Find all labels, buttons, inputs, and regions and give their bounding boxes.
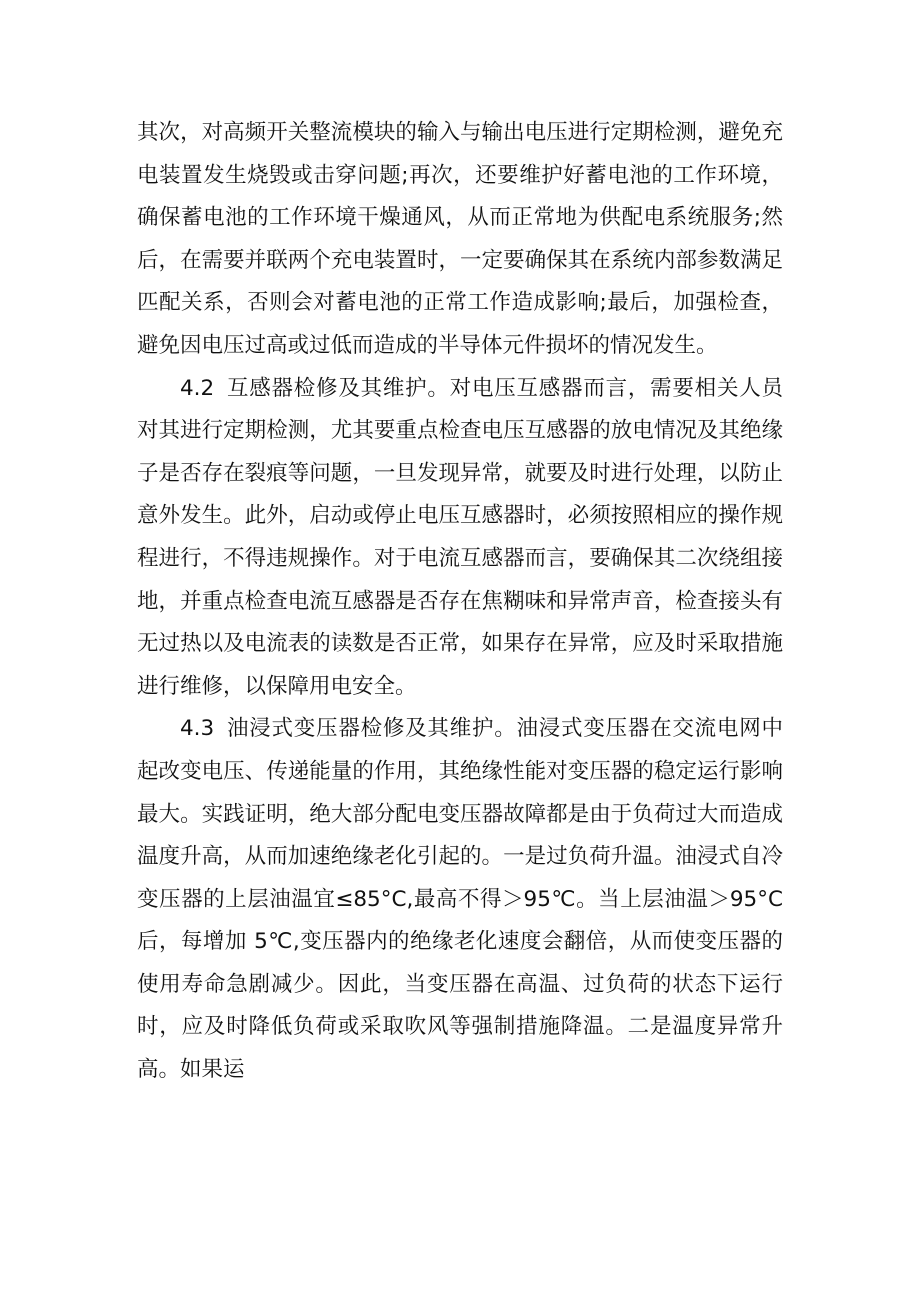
paragraph-text-4-2: 互感器检修及其维护。对电压互感器而言，需要相关人员对其进行定期检测，尤其要重点检查电压互感器的放电情况及其绝缘子是否存在裂痕等问题，一旦发现异常，就要及时进行处理，以防止意外发生。此外，启动或停止电压互感器时，必须按照相应的操作规程进行，不得违规操作。对于电流互感器而言，要确保其二次绕组接地，并重点检查电流互感器是否存在焦糊味和异常声音，检查接头有无过热以及电流表的读数是否正常，如果存在异常，应及时采取措施进行维修，以保障用电安全。 xyxy=(137,375,783,699)
section-number-4-3: 4.3 xyxy=(180,716,215,742)
section-number-4-2: 4.2 xyxy=(180,375,215,401)
document-page xyxy=(137,112,783,1092)
paragraph-text-4-3: 油浸式变压器检修及其维护。油浸式变压器在交流电网中起改变电压、传递能量的作用，其绝缘性能对变压器的稳定运行影响最大。实践证明，绝大部分配电变压器故障都是由于负荷过大而造成温度升高，从而加速绝缘老化引起的。一是过负荷升温。油浸式自冷变压器的上层油温宜≤85°C,最高不得＞95℃。当上层油温＞95°C 后，每增加 5℃,变压器内的绝缘老化速度会翻倍，从而使变压器的使用寿命急剧减少。因此，当变压器在高温、过负荷的状态下运行时，应及时降低负荷或采取吹风等强制措施降温。二是温度异常升高。如果运 xyxy=(137,716,783,1083)
paragraph-oil-transformer xyxy=(137,708,783,1091)
paragraph-transformer-instrument xyxy=(137,368,783,709)
paragraph-charging-maintenance: 其次，对高频开关整流模块的输入与输出电压进行定期检测，避免充电装置发生烧毁或击穿问题;再次，还要维护好蓄电池的工作环境，确保蓄电池的工作环境干燥通风，从而正常地为供配电系统服务;然后，在需要并联两个充电装置时，一定要确保其在系统内部参数满足匹配关系，否则会对蓄电池的正常工作造成影响;最后，加强检查，避免因电压过高或过低而造成的半导体元件损坏的情况发生。 xyxy=(137,120,783,358)
